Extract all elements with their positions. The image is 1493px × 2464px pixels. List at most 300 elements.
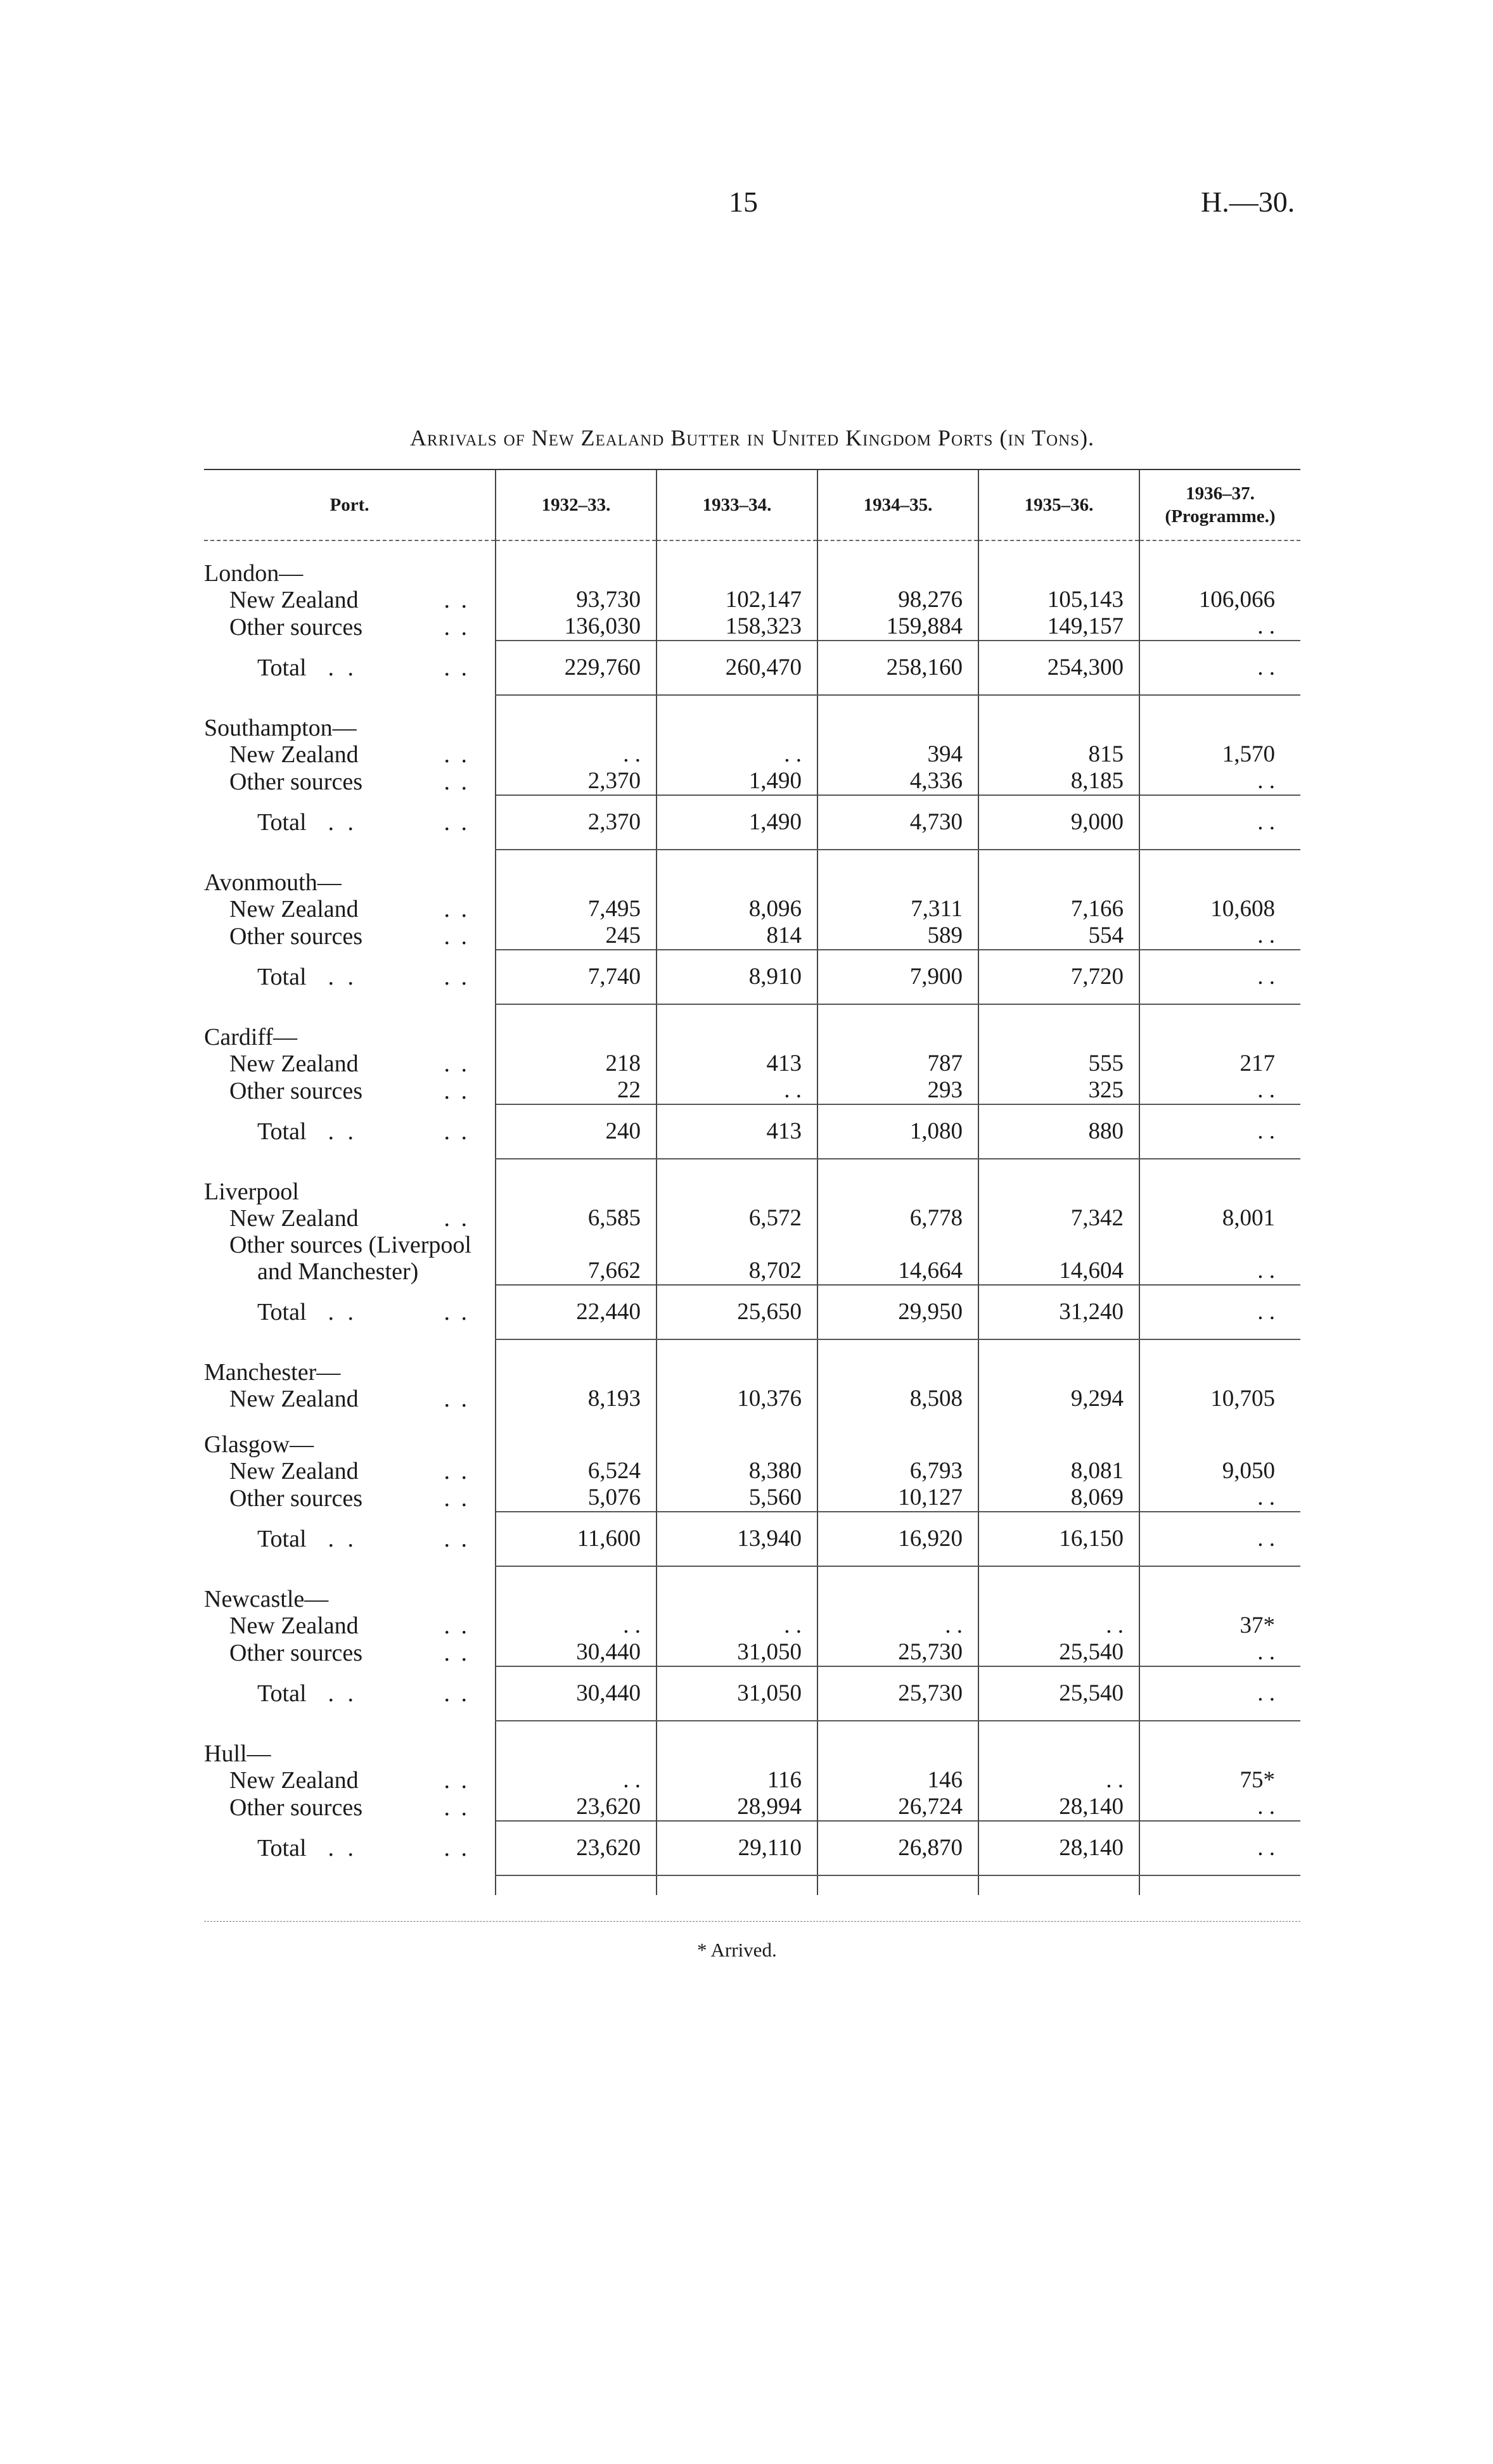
total-cell: . . [1139,795,1300,850]
empty-cell [657,715,817,741]
page-number: 15 [729,186,758,218]
leader-dots: . . [328,1680,358,1707]
table-cell: 394 [817,741,978,768]
spacer-cell [657,1412,817,1431]
spacer-cell [978,1412,1139,1431]
table-cell: 293 [817,1077,978,1104]
empty-cell [1139,1431,1300,1458]
spacer-cell [817,695,978,715]
column-header-1936-37-year: 1936–37. [1186,483,1255,504]
table-row [204,1767,1300,1794]
spacer-cell [657,1875,817,1895]
row-label-text: New Zealand [229,1612,359,1639]
table-cell: 1,570 [1139,741,1300,768]
port-name-row [204,1178,1300,1205]
spacer-cell [978,540,1139,560]
row-label [204,1639,496,1666]
total-cell: 9,000 [978,795,1139,850]
spacer-cell [496,1004,657,1024]
table-cell: 146 [817,1767,978,1794]
row-label-text: New Zealand [229,1767,359,1794]
table-cell: . . [978,1612,1139,1639]
total-cell: 880 [978,1104,1139,1159]
leader-dots: . . [444,1205,470,1232]
table-cell: 159,884 [817,613,978,641]
table-cell: 8,069 [978,1484,1139,1512]
empty-cell [817,1178,978,1205]
total-cell: 31,050 [657,1666,817,1721]
spacer-cell [657,850,817,869]
table-cell: 116 [657,1767,817,1794]
spacer-cell [204,1004,496,1024]
table-cell: 106,066 [1139,587,1300,613]
total-label [204,950,496,1004]
leader-dots: . . [444,1612,470,1639]
empty-cell [817,1431,978,1458]
empty-cell [1139,1586,1300,1612]
total-label [204,1104,496,1159]
empty-cell [657,1359,817,1386]
port-name: Manchester— [204,1359,341,1386]
spacer-cell [1139,540,1300,560]
spacer-cell [204,1566,496,1586]
total-cell: 229,760 [496,641,657,695]
table-row [204,896,1300,922]
leader-dots: . . [328,809,358,836]
spacer-cell [204,1721,496,1740]
total-cell: . . [1139,1512,1300,1566]
row-label-text: Other sources [229,1078,362,1104]
total-cell: 30,440 [496,1666,657,1721]
total-cell: 7,720 [978,950,1139,1004]
total-label [204,1821,496,1875]
total-cell: 16,150 [978,1512,1139,1566]
empty-cell [817,869,978,896]
column-header-1935-36: 1935–36. [978,470,1139,540]
spacer-cell [978,1875,1139,1895]
total-label [204,641,496,695]
table-cell: 25,730 [817,1639,978,1666]
empty-cell [1139,1178,1300,1205]
table-cell: 6,778 [817,1205,978,1232]
table-cell: 7,495 [496,896,657,922]
table-cell: . . [496,741,657,768]
table-cell: 28,994 [657,1794,817,1821]
total-cell: . . [1139,1821,1300,1875]
table-cell: . . [657,741,817,768]
spacer-cell [1139,1004,1300,1024]
table-row [204,1050,1300,1077]
row-label-text: Other sources [229,769,362,795]
table-row [204,741,1300,768]
leader-dots: . . [444,587,470,613]
port-name: London— [204,560,304,587]
total-cell: 4,730 [817,795,978,850]
row-label-text: New Zealand [229,587,359,613]
table-cell: 10,705 [1139,1386,1300,1412]
total-cell: 25,730 [817,1666,978,1721]
port-name: Liverpool [204,1178,299,1205]
total-cell: 240 [496,1104,657,1159]
spacer-row [204,1412,1300,1431]
row-label-text: New Zealand [229,896,359,922]
empty-cell [978,1024,1139,1050]
table-cell: 7,342 [978,1205,1139,1232]
row-label-text: New Zealand [229,1205,359,1232]
table-cell: 6,793 [817,1458,978,1484]
empty-cell [496,1178,657,1205]
table-cell: . . [1139,1077,1300,1104]
table-row [204,1484,1300,1512]
table-cell: . . [1139,922,1300,950]
table-row [204,1794,1300,1821]
total-cell: 7,740 [496,950,657,1004]
total-label-text: Total [257,1835,307,1861]
total-cell: 258,160 [817,641,978,695]
total-row [204,1512,1300,1566]
empty-cell [496,1024,657,1050]
leader-dots: . . [444,1118,470,1145]
total-cell: 25,540 [978,1666,1139,1721]
spacer-cell [978,695,1139,715]
port-name-row [204,1431,1300,1458]
spacer-row [204,540,1300,560]
table-cell: 8,185 [978,768,1139,795]
total-row [204,1666,1300,1721]
leader-dots: . . [444,654,470,681]
table-cell: . . [1139,1232,1300,1285]
empty-cell [496,1359,657,1386]
spacer-cell [657,1004,817,1024]
arrivals-table [204,470,1300,1895]
port-name-row [204,560,1300,587]
empty-cell [978,1586,1139,1612]
spacer-cell [496,1875,657,1895]
spacer-cell [657,540,817,560]
table-cell: 30,440 [496,1639,657,1666]
table-cell: . . [1139,768,1300,795]
leader-dots: . . [328,1118,358,1145]
empty-cell [496,869,657,896]
spacer-row [204,1339,1300,1359]
table-row [204,1458,1300,1484]
document-reference: H.—30. [1201,186,1295,218]
table-cell: 28,140 [978,1794,1139,1821]
empty-cell [817,1359,978,1386]
spacer-row [204,1159,1300,1178]
spacer-cell [204,695,496,715]
total-cell: 23,620 [496,1821,657,1875]
empty-cell [1139,1359,1300,1386]
spacer-cell [204,1339,496,1359]
column-header-1934-35: 1934–35. [817,470,978,540]
total-label [204,795,496,850]
total-label-text: Total [257,1299,307,1325]
total-label-text: Total [257,1680,307,1707]
empty-cell [978,560,1139,587]
spacer-cell [817,1721,978,1740]
table-cell: 8,702 [657,1232,817,1285]
leader-dots: . . [444,1794,470,1821]
row-label [204,768,496,795]
footnote: * Arrived. [697,1939,777,1961]
table-cell: 555 [978,1050,1139,1077]
spacer-cell [1139,1566,1300,1586]
table-cell: 8,508 [817,1386,978,1412]
table-row [204,1232,1300,1285]
total-cell: 1,490 [657,795,817,850]
table-cell: 8,096 [657,896,817,922]
spacer-cell [496,540,657,560]
table-cell: 102,147 [657,587,817,613]
row-label-text: Other sources [229,923,362,950]
total-label-text: Total [257,964,307,990]
row-label-text: Other sources (Liverpool [229,1232,471,1258]
spacer-cell [978,1159,1139,1178]
spacer-cell [657,1566,817,1586]
table-cell: 25,540 [978,1639,1139,1666]
empty-cell [657,1178,817,1205]
spacer-cell [817,1566,978,1586]
port-name-row [204,715,1300,741]
column-header-port: Port. [330,495,369,515]
spacer-cell [978,1721,1139,1740]
table-row [204,613,1300,641]
spacer-cell [978,1339,1139,1359]
empty-cell [1139,1740,1300,1767]
spacer-cell [1139,1875,1300,1895]
spacer-cell [657,1339,817,1359]
row-label-text-continued: and Manchester) [257,1258,419,1285]
total-cell: 254,300 [978,641,1139,695]
table-body [204,540,1300,1895]
table-cell: 9,294 [978,1386,1139,1412]
table-cell: 814 [657,922,817,950]
leader-dots: . . [444,1526,470,1552]
spacer-cell [496,850,657,869]
column-header-1933-34: 1933–34. [657,470,817,540]
leader-dots: . . [444,923,470,950]
leader-dots: . . [444,1078,470,1104]
row-label [204,1232,496,1285]
row-label-text: New Zealand [229,1050,359,1077]
spacer-cell [1139,695,1300,715]
port-name-row [204,869,1300,896]
spacer-cell [817,850,978,869]
empty-cell [1139,1024,1300,1050]
leader-dots: . . [444,809,470,836]
total-row [204,950,1300,1004]
table-row [204,1612,1300,1639]
total-row [204,1285,1300,1339]
table-cell: 10,376 [657,1386,817,1412]
leader-dots: . . [444,1050,470,1077]
table-cell: . . [657,1612,817,1639]
row-label-text: Other sources [229,1794,362,1821]
empty-cell [978,715,1139,741]
total-cell: . . [1139,1285,1300,1339]
total-label-text: Total [257,654,307,681]
total-label [204,1666,496,1721]
row-label [204,1386,496,1412]
leader-dots: . . [444,614,470,641]
empty-cell [496,560,657,587]
leader-dots: . . [444,1680,470,1707]
total-label-text: Total [257,1118,307,1145]
total-cell: 2,370 [496,795,657,850]
port-name-row [204,1024,1300,1050]
port-name: Hull— [204,1740,271,1767]
row-label [204,922,496,950]
table-row [204,768,1300,795]
table-cell: 158,323 [657,613,817,641]
total-cell: 26,870 [817,1821,978,1875]
port-name: Avonmouth— [204,869,342,896]
spacer-cell [204,540,496,560]
spacer-cell [817,540,978,560]
spacer-cell [496,695,657,715]
spacer-cell [496,1412,657,1431]
total-cell: 25,650 [657,1285,817,1339]
table-cell: . . [817,1612,978,1639]
leader-dots: . . [328,1835,358,1861]
empty-cell [1139,560,1300,587]
table-cell: 4,336 [817,768,978,795]
table-cell: 10,608 [1139,896,1300,922]
table-row [204,1205,1300,1232]
table-cell: 9,050 [1139,1458,1300,1484]
table-cell: 37* [1139,1612,1300,1639]
port-name-row [204,1740,1300,1767]
row-label [204,1767,496,1794]
table-row [204,1386,1300,1412]
table-cell: 6,524 [496,1458,657,1484]
table-row [204,1639,1300,1666]
table-cell: 1,490 [657,768,817,795]
empty-cell [978,1359,1139,1386]
row-label [204,587,496,613]
spacer-cell [978,1566,1139,1586]
table-cell: 10,127 [817,1484,978,1512]
spacer-cell [657,695,817,715]
empty-cell [657,1586,817,1612]
table-cell: 554 [978,922,1139,950]
table-cell: 93,730 [496,587,657,613]
table-cell: 22 [496,1077,657,1104]
empty-cell [657,560,817,587]
port-name-row [204,1586,1300,1612]
leader-dots: . . [328,1526,358,1552]
table-cell: . . [496,1767,657,1794]
total-row [204,1821,1300,1875]
column-header-1936-37 [1139,470,1300,540]
spacer-cell [496,1339,657,1359]
spacer-cell [204,1875,496,1895]
table-cell: 8,193 [496,1386,657,1412]
header-row [204,470,1300,540]
total-cell: 413 [657,1104,817,1159]
table-cell: 7,662 [496,1232,657,1285]
empty-cell [817,1740,978,1767]
total-cell: 11,600 [496,1512,657,1566]
table-cell: 218 [496,1050,657,1077]
leader-dots: . . [328,964,358,990]
total-row [204,795,1300,850]
total-cell: 260,470 [657,641,817,695]
spacer-row [204,850,1300,869]
table-row [204,1077,1300,1104]
row-label [204,1612,496,1639]
table-cell: 5,076 [496,1484,657,1512]
table-cell: 105,143 [978,587,1139,613]
table-cell: . . [657,1077,817,1104]
empty-cell [657,1431,817,1458]
total-row [204,641,1300,695]
table-cell: 245 [496,922,657,950]
table-cell: 7,311 [817,896,978,922]
spacer-cell [496,1721,657,1740]
leader-dots: . . [444,769,470,795]
empty-cell [1139,715,1300,741]
empty-cell [496,715,657,741]
spacer-cell [657,1721,817,1740]
row-label [204,1458,496,1484]
total-cell: 22,440 [496,1285,657,1339]
row-label-text: Other sources [229,1485,362,1512]
table-cell: 8,001 [1139,1205,1300,1232]
spacer-cell [817,1159,978,1178]
leader-dots: . . [444,896,470,922]
row-label-text: New Zealand [229,1458,359,1484]
total-cell: 29,950 [817,1285,978,1339]
spacer-cell [496,1159,657,1178]
spacer-row [204,1004,1300,1024]
empty-cell [496,1740,657,1767]
row-label-text: New Zealand [229,741,359,768]
leader-dots: . . [444,1458,470,1484]
spacer-cell [204,1412,496,1431]
port-name: Newcastle— [204,1586,329,1612]
spacer-cell [1139,850,1300,869]
empty-cell [496,1431,657,1458]
table-cell: . . [1139,1484,1300,1512]
table-title: Arrivals of New Zealand Butter in United Kingdom Ports (in Tons). [409,425,1095,450]
table-cell: 23,620 [496,1794,657,1821]
spacer-cell [978,850,1139,869]
table-cell: 413 [657,1050,817,1077]
table-cell: 217 [1139,1050,1300,1077]
row-label [204,741,496,768]
table-cell: 6,572 [657,1205,817,1232]
port-name-row [204,1359,1300,1386]
table-cell: 6,585 [496,1205,657,1232]
leader-dots: . . [444,1640,470,1666]
table-cell: . . [496,1612,657,1639]
port-name: Glasgow— [204,1431,314,1458]
table-row [204,922,1300,950]
spacer-cell [817,1875,978,1895]
total-cell: 8,910 [657,950,817,1004]
table-cell: 14,664 [817,1232,978,1285]
empty-cell [1139,869,1300,896]
bottom-rule [204,1921,1300,1922]
empty-cell [496,1586,657,1612]
spacer-cell [1139,1721,1300,1740]
table-cell: 787 [817,1050,978,1077]
empty-cell [978,869,1139,896]
spacer-row [204,695,1300,715]
spacer-cell [496,1566,657,1586]
